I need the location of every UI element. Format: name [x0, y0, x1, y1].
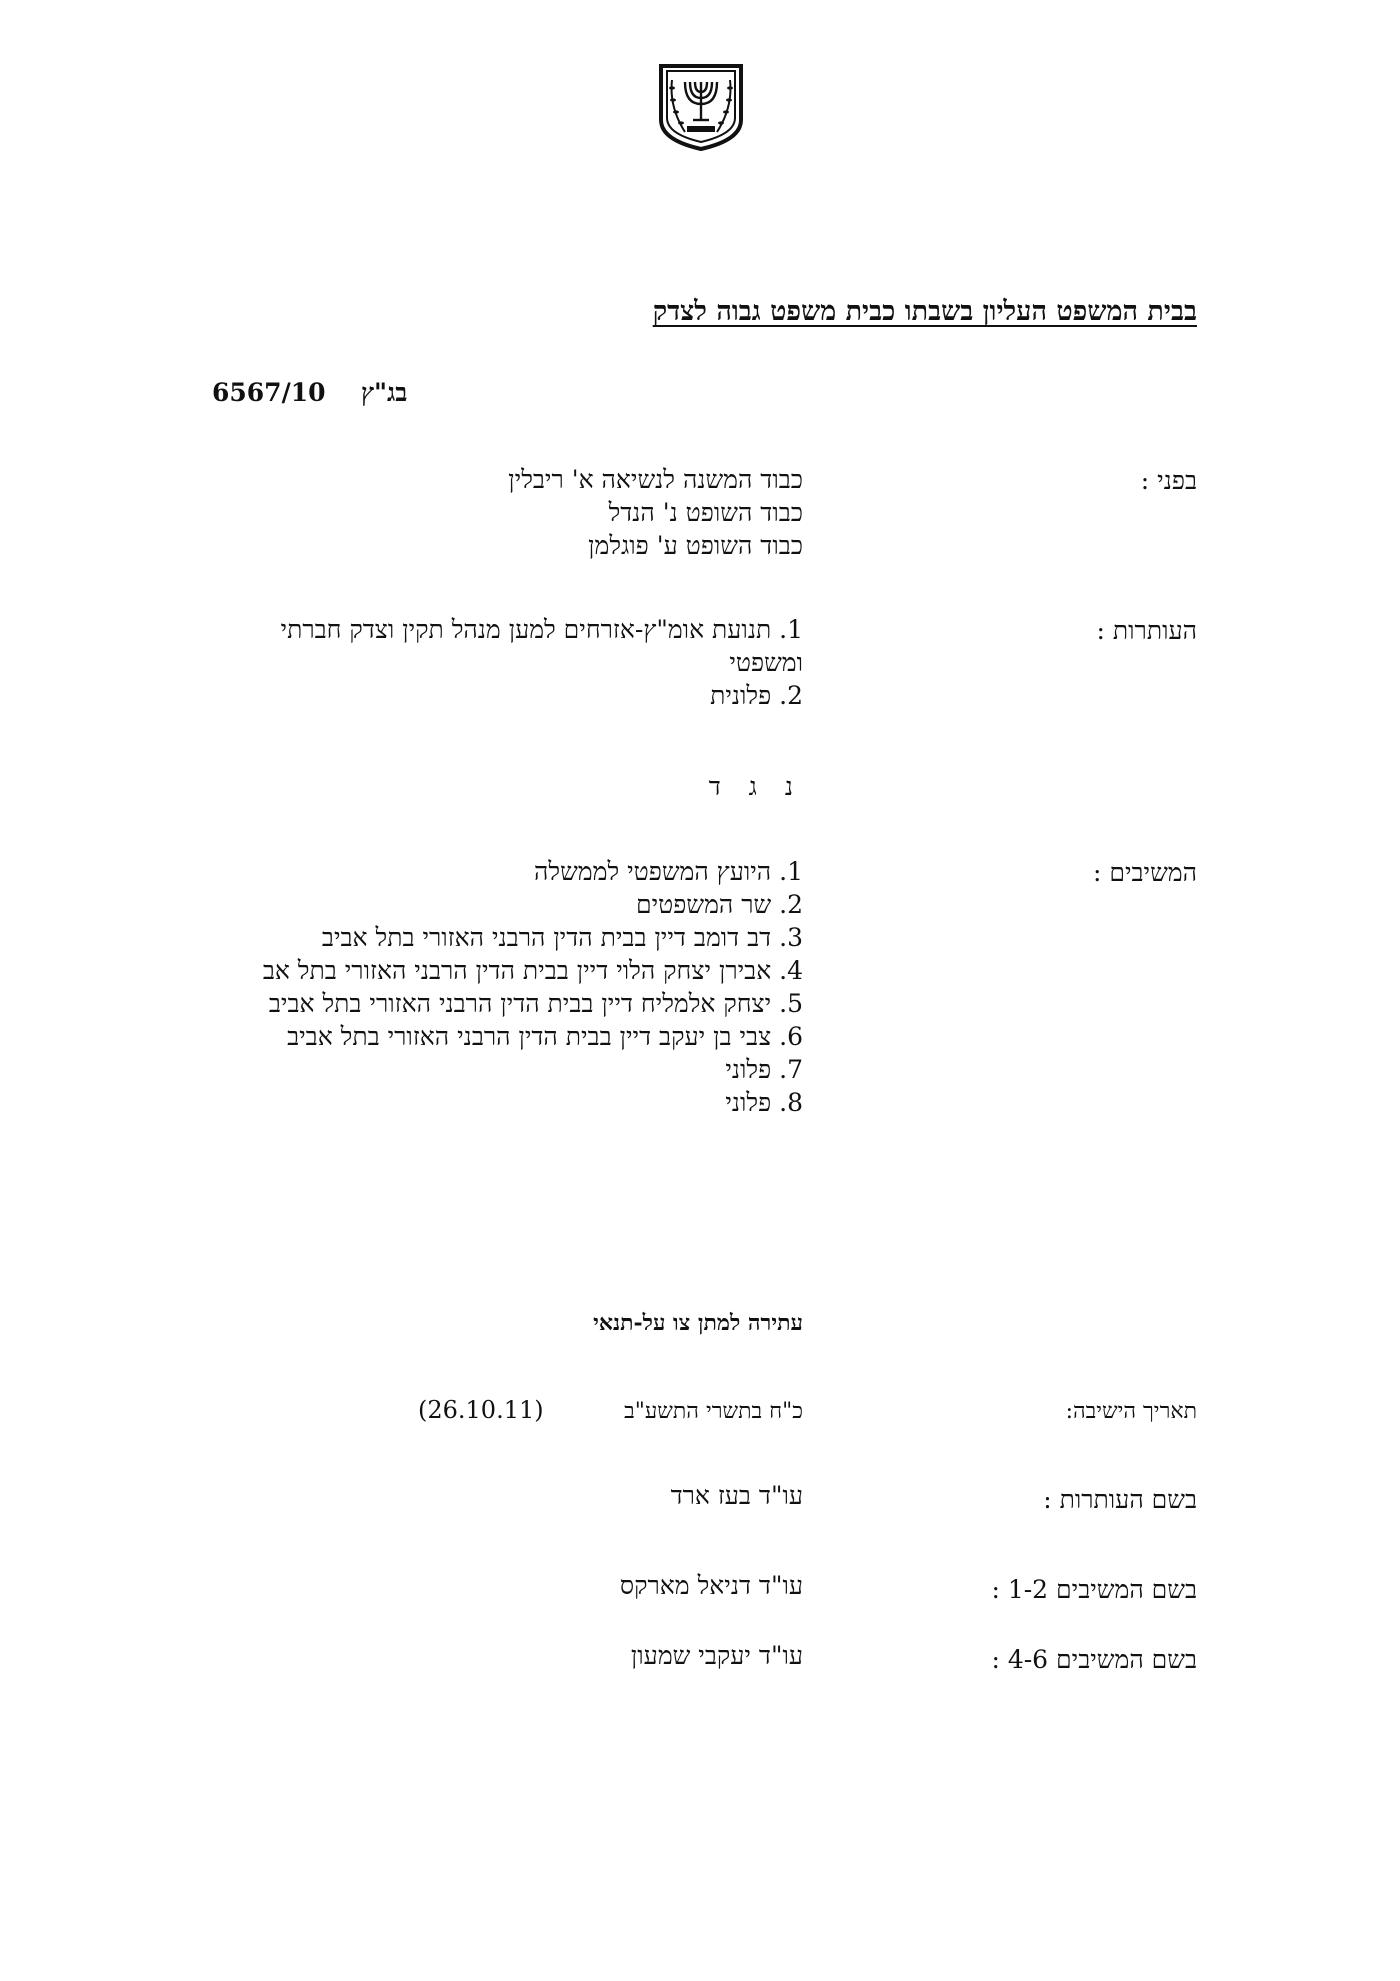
petition-title: עתירה למתן צו על-תנאי	[593, 1310, 803, 1336]
respondent-item: 7. פלוני	[725, 1055, 803, 1084]
counsel-name-respondents-1-2: עו"ד דניאל מארקס	[619, 1571, 803, 1600]
judge-item: כבוד השופט ע' פוגלמן	[588, 531, 803, 560]
hearing-date-label: תאריך הישיבה:	[1065, 1399, 1197, 1424]
case-type: בג"ץ	[360, 378, 408, 407]
petitioner-item: 1. תנועת אומ"ץ-אזרחים למען מנהל תקין וצדק חברתי ומשפטי	[280, 615, 803, 677]
respondent-item: 8. פלוני	[725, 1088, 803, 1117]
respondent-item: 3. דב דומב דיין בבית הדין הרבני האזורי בתל אביב	[321, 923, 803, 952]
petitioners-list	[213, 613, 803, 712]
respondents-list	[213, 855, 803, 1119]
judge-item: כבוד המשנה לנשיאה א' ריבלין	[508, 465, 803, 494]
counsel-label-respondents-4-6: בשם המשיבים 4-6 :	[991, 1645, 1197, 1674]
hearing-gregorian-date: (26.10.11)	[418, 1396, 544, 1424]
respondents-label: המשיבים :	[1092, 858, 1197, 887]
petitioners-label: העותרות :	[1096, 616, 1197, 645]
counsel-name-respondents-4-6: עו"ד יעקבי שמעון	[630, 1641, 803, 1670]
respondent-item: 2. שר המשפטים	[636, 890, 803, 919]
case-number-line	[212, 378, 407, 408]
state-emblem-menorah-icon	[655, 62, 747, 152]
versus-label: נ ג ד	[708, 772, 803, 801]
counsel-label-respondents-1-2: בשם המשיבים 1-2 :	[991, 1575, 1197, 1604]
judges-list	[213, 463, 803, 562]
counsel-name-petitioners: עו"ד בעז ארד	[670, 1481, 803, 1510]
respondent-item: 5. יצחק אלמליח דיין בבית הדין הרבני האזורי בתל אביב	[268, 989, 803, 1018]
respondent-item: 6. צבי בן יעקב דיין בבית הדין הרבני האזורי בתל אביב	[287, 1022, 803, 1051]
case-number: 6567/10	[212, 378, 326, 407]
respondent-item: 4. אבירן יצחק הלוי דיין בבית הדין הרבני האזורי בתל אב	[262, 956, 803, 985]
before-label: בפני :	[1140, 466, 1197, 495]
respondent-item: 1. היועץ המשפטי לממשלה	[534, 857, 803, 886]
court-title: בבית המשפט העליון בשבתו כבית משפט גבוה לצדק	[652, 296, 1197, 327]
petitioner-item: 2. פלונית	[710, 681, 803, 710]
counsel-label-petitioners: בשם העותרות :	[1043, 1485, 1197, 1514]
hearing-hebrew-date: כ"ח בתשרי התשע"ב	[624, 1399, 803, 1424]
judge-item: כבוד השופט נ' הנדל	[608, 498, 803, 527]
